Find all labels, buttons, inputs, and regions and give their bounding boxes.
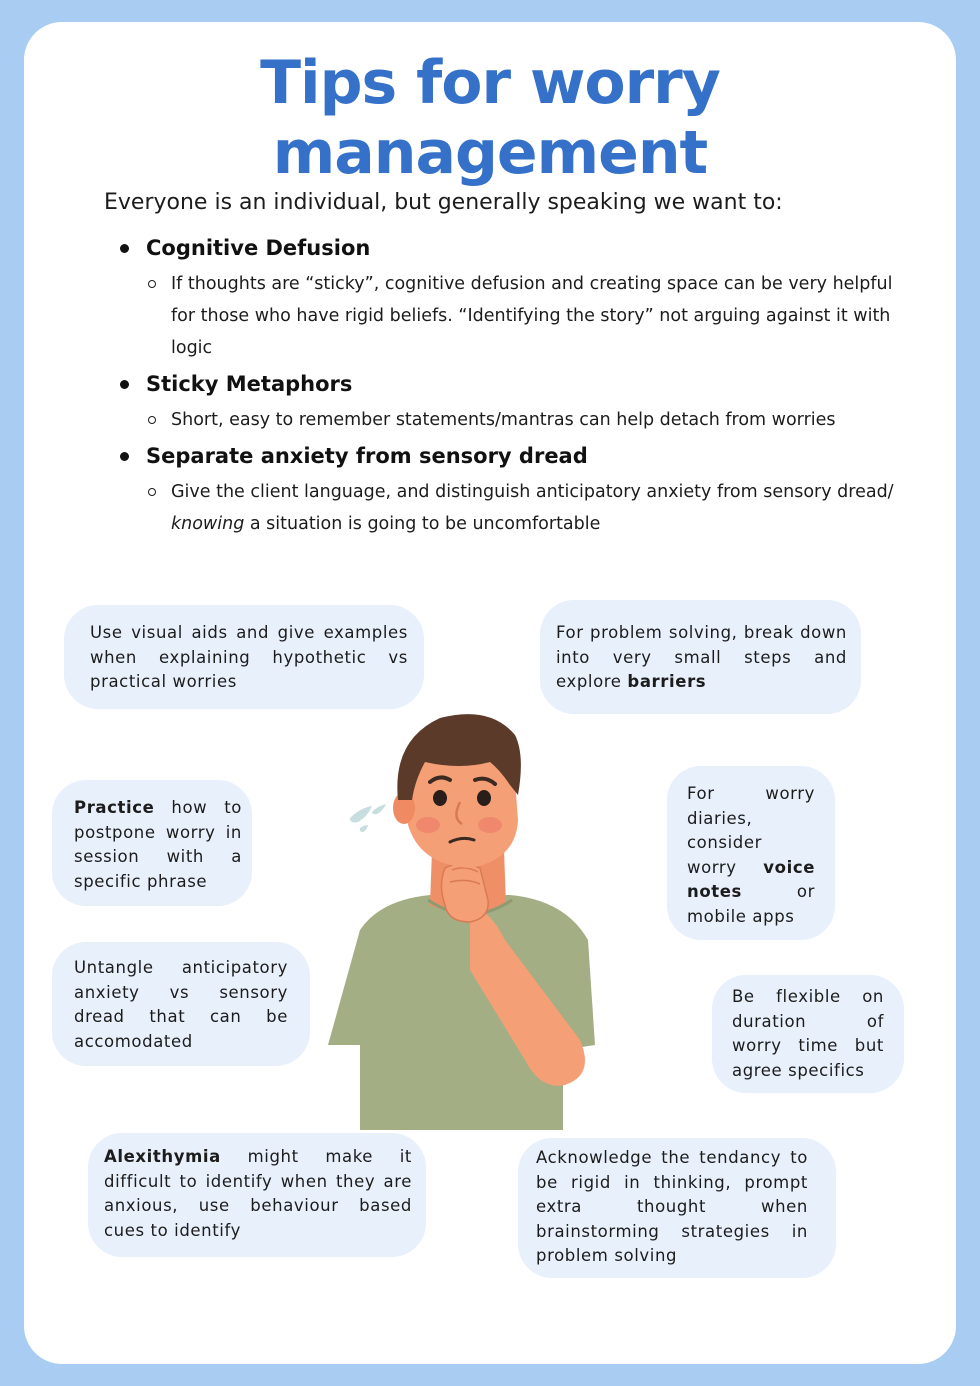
tip-heading: Separate anxiety from sensory dread: [146, 444, 588, 468]
bubble-text: Use visual aids and give examples when explaining hypothetic vs practical worries: [90, 623, 408, 691]
tip-detail: If thoughts are “sticky”, cognitive defusion and creating space can be very helpful for those who have rigid beliefs. “Identifying the story” not arguing against it with logic: [146, 268, 898, 364]
tip-detail-text: Give the client language, and distinguish anticipatory anxiety from sensory dread/: [171, 482, 894, 502]
bubble-bold: Alexithymia: [104, 1147, 221, 1166]
tip-separate-anxiety: [118, 440, 898, 540]
bubble-text: Untangle anticipatory anxiety vs sensory dread that can be accomodated: [74, 958, 288, 1051]
sweat-drop-icon: [350, 804, 386, 832]
page-title: [0, 48, 980, 188]
title-line-1: Tips for worry: [260, 48, 720, 118]
bubble-text-end: or mobile apps: [687, 882, 815, 926]
bubble-postpone: [52, 780, 252, 906]
title-line-2: management: [272, 118, 708, 188]
bubble-bold: barriers: [627, 672, 707, 691]
bubble-flexible: [712, 975, 904, 1093]
tip-cognitive-defusion: [118, 232, 898, 364]
bubble-worry-diaries: [667, 766, 835, 940]
bubble-bold: voice notes: [687, 857, 815, 901]
bubble-text: Acknowledge the tendancy to be rigid in thinking, prompt extra thought when brainstorming strategies in problem solving: [536, 1148, 808, 1265]
tip-detail: [146, 476, 898, 540]
worried-person-illustration: [320, 700, 620, 1132]
bubble-rigid-thinking: [518, 1138, 836, 1278]
tip-heading: Cognitive Defusion: [146, 236, 371, 260]
bubble-bold: Practice: [74, 798, 155, 817]
bubble-text: For problem solving, break down into very small steps and explore: [556, 623, 847, 691]
tip-sticky-metaphors: [118, 368, 898, 436]
intro-text: Everyone is an individual, but generally speaking we want to:: [104, 190, 783, 215]
bubble-text: how to postpone worry in session with a specific phrase: [74, 798, 242, 891]
bubble-alexithymia: [88, 1133, 426, 1257]
bubble-text: For worry diaries, consider worry: [687, 784, 815, 877]
tip-detail: Short, easy to remember statements/mantras can help detach from worries: [146, 404, 898, 436]
bubble-untangle: [52, 942, 310, 1066]
bubble-text: might make it difficult to identify when they are anxious, use behaviour based cues to identify: [104, 1147, 412, 1240]
bubble-text: Be flexible on duration of worry time but agree specifics: [732, 987, 884, 1080]
bubble-visual-aids: [64, 605, 424, 709]
tips-list: [118, 232, 898, 544]
tip-detail-emphasis: knowing: [171, 514, 245, 534]
tip-heading: Sticky Metaphors: [146, 372, 353, 396]
bubble-problem-solving: [540, 600, 861, 714]
tip-detail-text-end: a situation is going to be uncomfortable: [244, 514, 601, 534]
hand: [442, 864, 489, 922]
